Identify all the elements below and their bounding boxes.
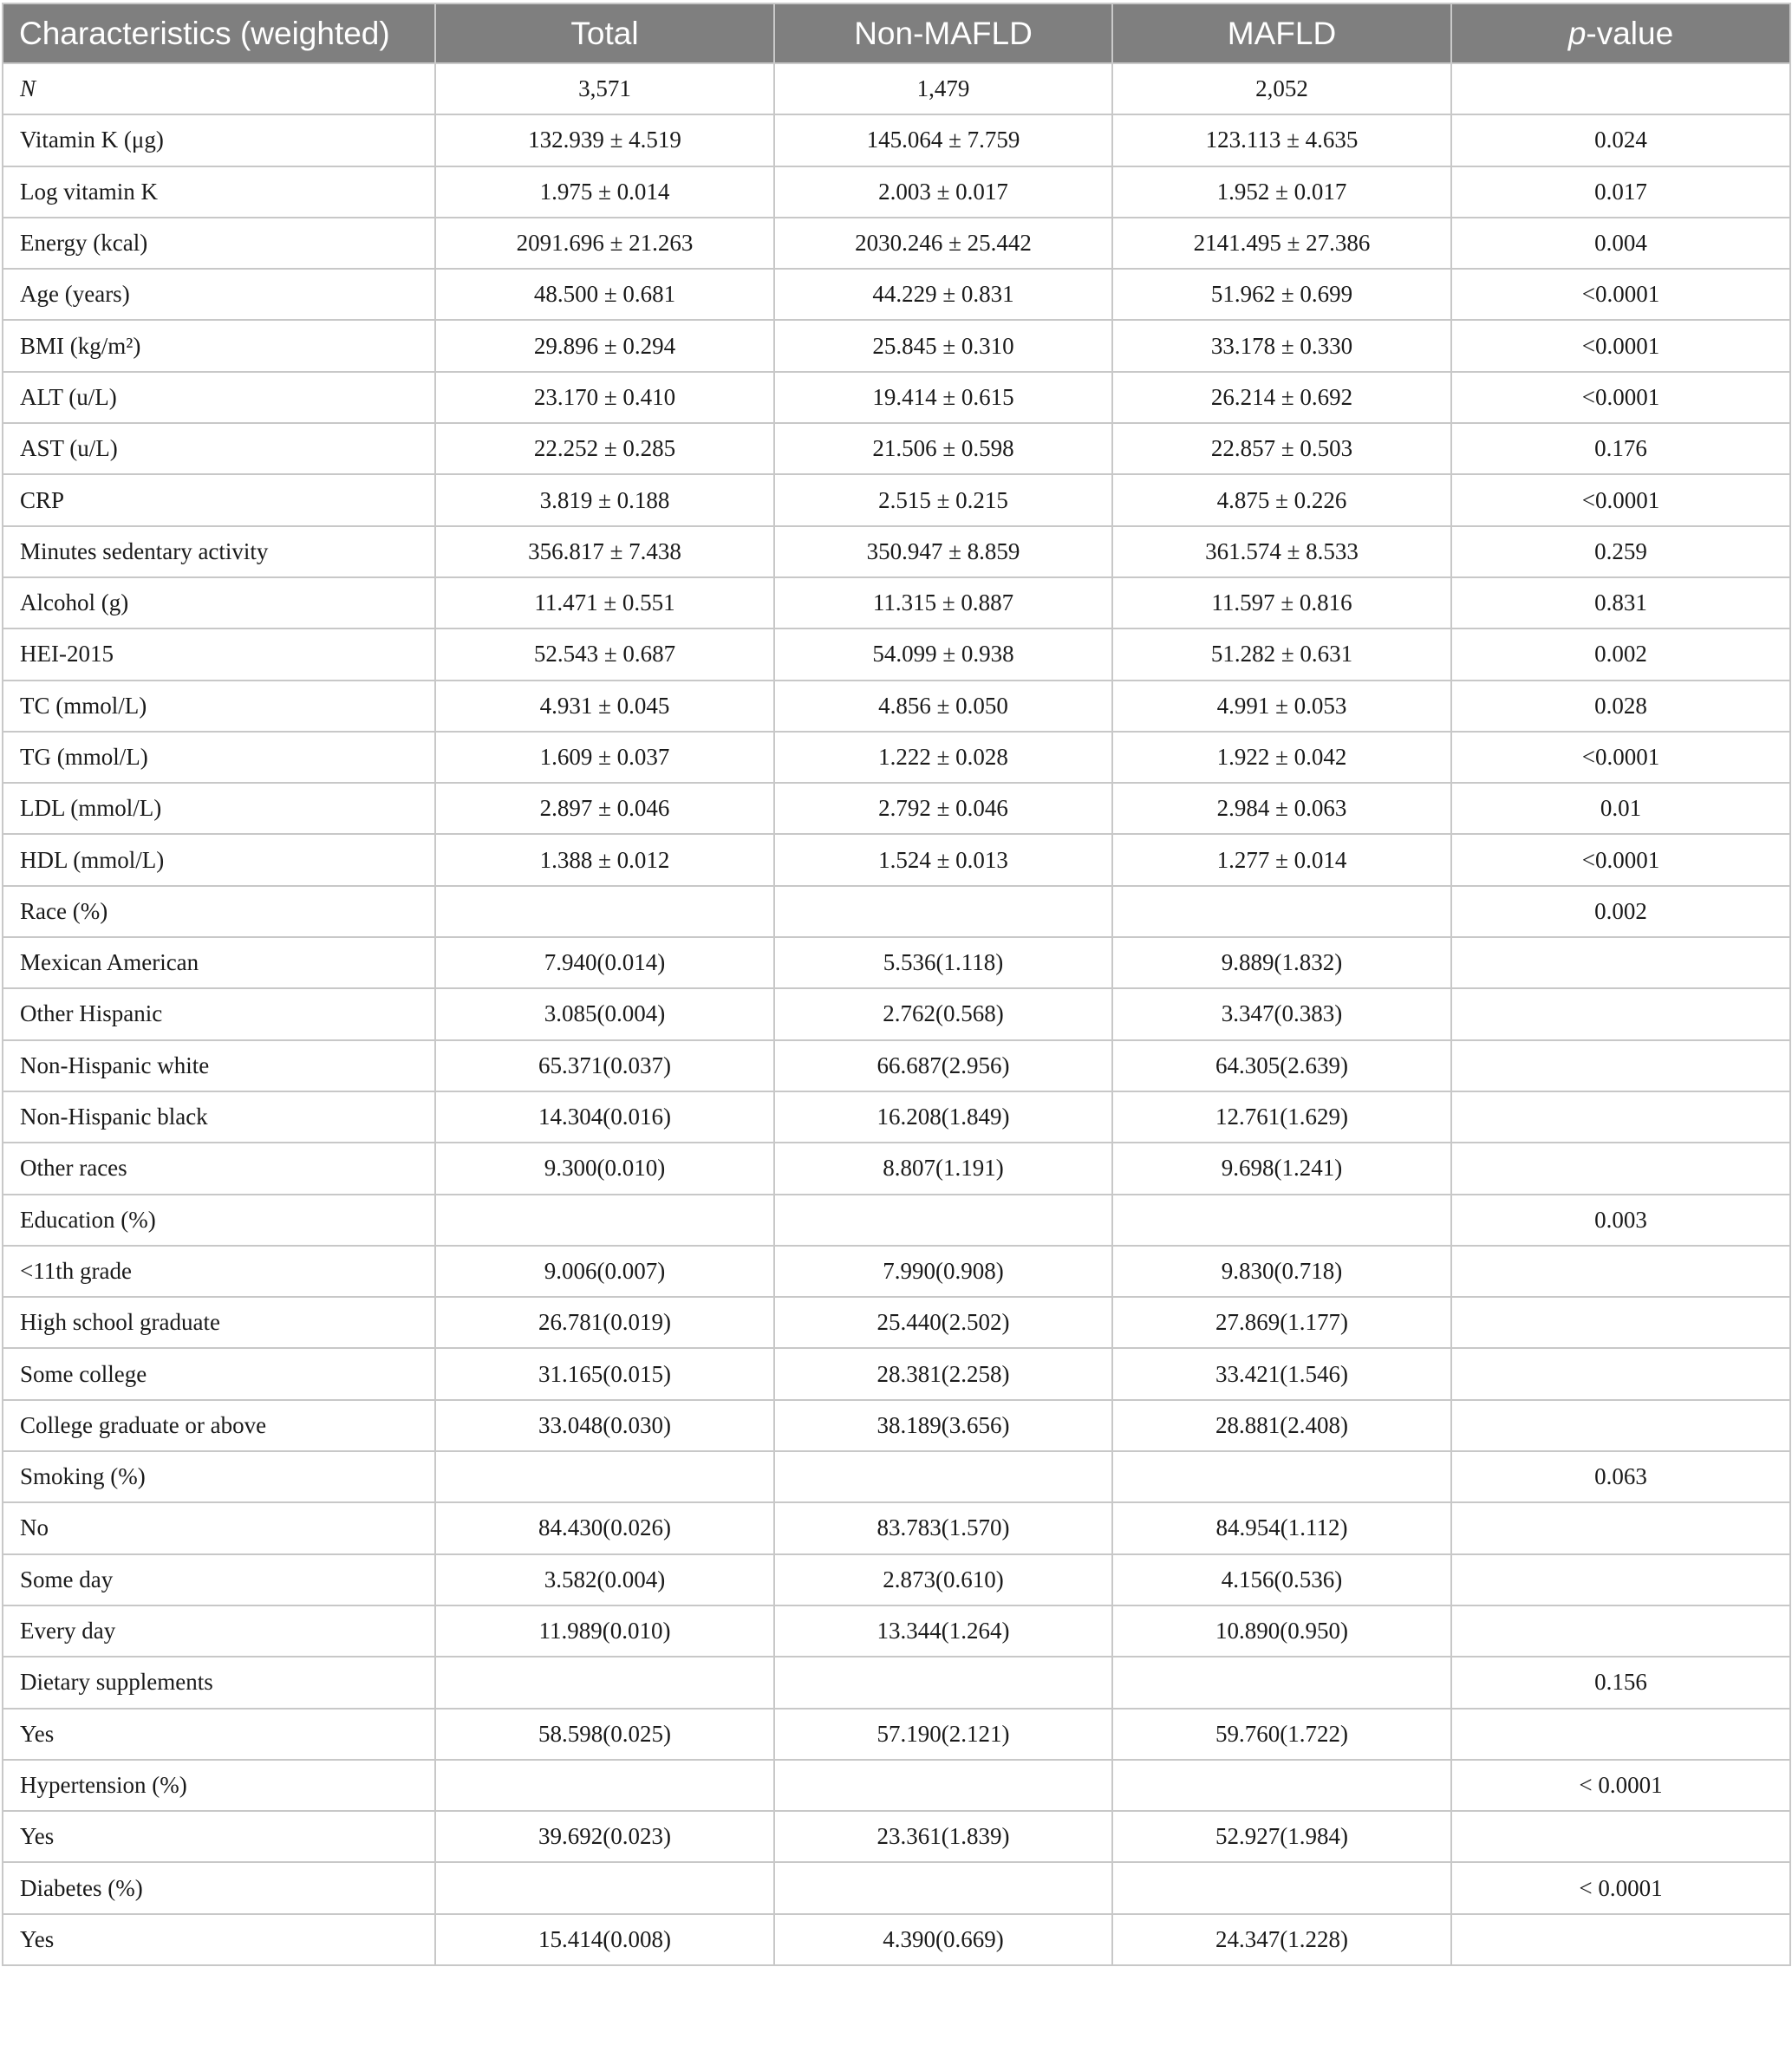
header-total: Total (435, 3, 774, 63)
cell-total: 2091.696 ± 21.263 (435, 218, 774, 269)
table-row (3, 1554, 1790, 1605)
cell-label: TG (mmol/L) (3, 732, 435, 783)
cell-non-mafld (774, 1862, 1112, 1913)
cell-p-value: 0.003 (1451, 1195, 1790, 1246)
table-row (3, 166, 1790, 218)
cell-non-mafld: 83.783(1.570) (774, 1502, 1112, 1553)
header-characteristics: Characteristics (weighted) (3, 3, 435, 63)
table-row (3, 269, 1790, 320)
cell-mafld: 26.214 ± 0.692 (1112, 372, 1451, 423)
cell-non-mafld: 2.873(0.610) (774, 1554, 1112, 1605)
cell-label: <11th grade (3, 1246, 435, 1297)
cell-total: 58.598(0.025) (435, 1709, 774, 1760)
cell-label: Race (%) (3, 886, 435, 937)
characteristics-table (2, 3, 1791, 1966)
cell-label: Other Hispanic (3, 988, 435, 1039)
cell-p-value: <0.0001 (1451, 834, 1790, 885)
table-row (3, 937, 1790, 988)
cell-label: LDL (mmol/L) (3, 783, 435, 834)
cell-label: CRP (3, 474, 435, 525)
cell-p-value: <0.0001 (1451, 372, 1790, 423)
cell-mafld: 24.347(1.228) (1112, 1914, 1451, 1965)
cell-p-value (1451, 1143, 1790, 1194)
cell-label: Non-Hispanic black (3, 1091, 435, 1143)
cell-mafld (1112, 1862, 1451, 1913)
cell-label: Energy (kcal) (3, 218, 435, 269)
cell-non-mafld: 4.390(0.669) (774, 1914, 1112, 1965)
cell-label: Dietary supplements (3, 1657, 435, 1708)
cell-mafld: 2,052 (1112, 63, 1451, 114)
cell-mafld: 10.890(0.950) (1112, 1605, 1451, 1657)
cell-p-value (1451, 1246, 1790, 1297)
cell-p-value (1451, 1040, 1790, 1091)
cell-mafld: 52.927(1.984) (1112, 1811, 1451, 1862)
table-row (3, 1502, 1790, 1553)
cell-p-value: 0.028 (1451, 681, 1790, 732)
table-header (3, 3, 1790, 63)
cell-total: 2.897 ± 0.046 (435, 783, 774, 834)
header-p-suffix: -value (1586, 15, 1674, 51)
cell-total: 7.940(0.014) (435, 937, 774, 988)
cell-label: Other races (3, 1143, 435, 1194)
cell-mafld: 59.760(1.722) (1112, 1709, 1451, 1760)
cell-non-mafld: 8.807(1.191) (774, 1143, 1112, 1194)
cell-p-value: 0.002 (1451, 628, 1790, 680)
table-row (3, 1760, 1790, 1811)
cell-total: 11.989(0.010) (435, 1605, 774, 1657)
cell-p-value: 0.01 (1451, 783, 1790, 834)
cell-non-mafld: 23.361(1.839) (774, 1811, 1112, 1862)
cell-p-value (1451, 1914, 1790, 1965)
cell-mafld: 1.922 ± 0.042 (1112, 732, 1451, 783)
cell-total: 29.896 ± 0.294 (435, 320, 774, 371)
table-row (3, 577, 1790, 628)
cell-mafld: 84.954(1.112) (1112, 1502, 1451, 1553)
cell-total: 9.006(0.007) (435, 1246, 774, 1297)
cell-label: AST (u/L) (3, 423, 435, 474)
cell-p-value: 0.024 (1451, 114, 1790, 166)
cell-non-mafld: 2.515 ± 0.215 (774, 474, 1112, 525)
cell-p-value (1451, 1811, 1790, 1862)
header-non-mafld: Non-MAFLD (774, 3, 1112, 63)
table-row (3, 1297, 1790, 1348)
cell-total: 11.471 ± 0.551 (435, 577, 774, 628)
cell-total: 356.817 ± 7.438 (435, 526, 774, 577)
table-row (3, 114, 1790, 166)
table-row (3, 1246, 1790, 1297)
cell-label: Log vitamin K (3, 166, 435, 218)
header-p-italic: p (1567, 15, 1587, 51)
cell-p-value (1451, 988, 1790, 1039)
table-row (3, 63, 1790, 114)
cell-mafld: 64.305(2.639) (1112, 1040, 1451, 1091)
cell-mafld: 51.282 ± 0.631 (1112, 628, 1451, 680)
table-row (3, 1040, 1790, 1091)
table-row (3, 1348, 1790, 1399)
table-row (3, 1862, 1790, 1913)
cell-total: 3.085(0.004) (435, 988, 774, 1039)
cell-non-mafld: 11.315 ± 0.887 (774, 577, 1112, 628)
table-row (3, 423, 1790, 474)
table-row (3, 320, 1790, 371)
cell-non-mafld: 16.208(1.849) (774, 1091, 1112, 1143)
table-row (3, 1914, 1790, 1965)
table-row (3, 834, 1790, 885)
cell-label: Yes (3, 1811, 435, 1862)
cell-non-mafld: 1.222 ± 0.028 (774, 732, 1112, 783)
cell-total: 14.304(0.016) (435, 1091, 774, 1143)
cell-total (435, 886, 774, 937)
cell-non-mafld: 21.506 ± 0.598 (774, 423, 1112, 474)
cell-label: HDL (mmol/L) (3, 834, 435, 885)
cell-non-mafld: 2.792 ± 0.046 (774, 783, 1112, 834)
cell-mafld: 2.984 ± 0.063 (1112, 783, 1451, 834)
cell-label: Yes (3, 1914, 435, 1965)
cell-non-mafld (774, 1760, 1112, 1811)
table-row (3, 1143, 1790, 1194)
cell-p-value: 0.156 (1451, 1657, 1790, 1708)
cell-p-value: <0.0001 (1451, 269, 1790, 320)
cell-label: HEI-2015 (3, 628, 435, 680)
table-row (3, 372, 1790, 423)
cell-label: Every day (3, 1605, 435, 1657)
cell-non-mafld: 4.856 ± 0.050 (774, 681, 1112, 732)
cell-mafld (1112, 886, 1451, 937)
table-row (3, 1811, 1790, 1862)
cell-mafld: 22.857 ± 0.503 (1112, 423, 1451, 474)
cell-mafld: 4.875 ± 0.226 (1112, 474, 1451, 525)
cell-mafld: 28.881(2.408) (1112, 1400, 1451, 1451)
cell-non-mafld: 1,479 (774, 63, 1112, 114)
cell-total: 33.048(0.030) (435, 1400, 774, 1451)
cell-p-value (1451, 1297, 1790, 1348)
cell-non-mafld: 5.536(1.118) (774, 937, 1112, 988)
cell-total: 3.819 ± 0.188 (435, 474, 774, 525)
cell-total: 3,571 (435, 63, 774, 114)
cell-non-mafld (774, 1451, 1112, 1502)
cell-non-mafld: 13.344(1.264) (774, 1605, 1112, 1657)
cell-non-mafld: 28.381(2.258) (774, 1348, 1112, 1399)
cell-p-value: <0.0001 (1451, 320, 1790, 371)
cell-label: ALT (u/L) (3, 372, 435, 423)
cell-mafld: 1.952 ± 0.017 (1112, 166, 1451, 218)
cell-non-mafld: 2.762(0.568) (774, 988, 1112, 1039)
cell-total (435, 1451, 774, 1502)
cell-mafld: 123.113 ± 4.635 (1112, 114, 1451, 166)
cell-non-mafld: 66.687(2.956) (774, 1040, 1112, 1091)
table-row (3, 1400, 1790, 1451)
cell-mafld (1112, 1195, 1451, 1246)
cell-label: Minutes sedentary activity (3, 526, 435, 577)
cell-p-value: 0.831 (1451, 577, 1790, 628)
table-row (3, 1091, 1790, 1143)
cell-label: Alcohol (g) (3, 577, 435, 628)
cell-total (435, 1862, 774, 1913)
cell-label: Mexican American (3, 937, 435, 988)
cell-p-value (1451, 1554, 1790, 1605)
cell-p-value: 0.004 (1451, 218, 1790, 269)
cell-label: Diabetes (%) (3, 1862, 435, 1913)
cell-mafld: 361.574 ± 8.533 (1112, 526, 1451, 577)
cell-label: Some college (3, 1348, 435, 1399)
cell-total: 1.388 ± 0.012 (435, 834, 774, 885)
cell-label: High school graduate (3, 1297, 435, 1348)
cell-label: Non-Hispanic white (3, 1040, 435, 1091)
cell-total (435, 1657, 774, 1708)
cell-p-value (1451, 1400, 1790, 1451)
table-row (3, 1657, 1790, 1708)
cell-mafld (1112, 1760, 1451, 1811)
cell-total: 48.500 ± 0.681 (435, 269, 774, 320)
cell-p-value: <0.0001 (1451, 474, 1790, 525)
cell-p-value: 0.002 (1451, 886, 1790, 937)
cell-total: 26.781(0.019) (435, 1297, 774, 1348)
cell-total: 65.371(0.037) (435, 1040, 774, 1091)
table-row (3, 988, 1790, 1039)
cell-mafld: 27.869(1.177) (1112, 1297, 1451, 1348)
table-row (3, 628, 1790, 680)
table-body (3, 63, 1790, 1965)
cell-non-mafld: 54.099 ± 0.938 (774, 628, 1112, 680)
header-p-value (1451, 3, 1790, 63)
cell-non-mafld: 2.003 ± 0.017 (774, 166, 1112, 218)
cell-total: 132.939 ± 4.519 (435, 114, 774, 166)
header-row (3, 3, 1790, 63)
cell-mafld: 4.156(0.536) (1112, 1554, 1451, 1605)
cell-p-value (1451, 1348, 1790, 1399)
cell-non-mafld: 38.189(3.656) (774, 1400, 1112, 1451)
cell-label: Vitamin K (μg) (3, 114, 435, 166)
cell-total: 1.975 ± 0.014 (435, 166, 774, 218)
cell-total: 39.692(0.023) (435, 1811, 774, 1862)
cell-mafld: 9.698(1.241) (1112, 1143, 1451, 1194)
cell-mafld: 4.991 ± 0.053 (1112, 681, 1451, 732)
cell-label: Education (%) (3, 1195, 435, 1246)
table-row (3, 783, 1790, 834)
cell-total: 9.300(0.010) (435, 1143, 774, 1194)
cell-label: College graduate or above (3, 1400, 435, 1451)
cell-mafld: 1.277 ± 0.014 (1112, 834, 1451, 885)
cell-p-value (1451, 1502, 1790, 1553)
cell-mafld: 33.178 ± 0.330 (1112, 320, 1451, 371)
cell-total: 84.430(0.026) (435, 1502, 774, 1553)
cell-p-value (1451, 1091, 1790, 1143)
cell-total: 15.414(0.008) (435, 1914, 774, 1965)
cell-non-mafld (774, 1195, 1112, 1246)
cell-mafld: 11.597 ± 0.816 (1112, 577, 1451, 628)
cell-label: No (3, 1502, 435, 1553)
cell-label: Yes (3, 1709, 435, 1760)
cell-p-value: 0.017 (1451, 166, 1790, 218)
cell-total: 23.170 ± 0.410 (435, 372, 774, 423)
cell-non-mafld: 2030.246 ± 25.442 (774, 218, 1112, 269)
cell-total (435, 1760, 774, 1811)
cell-p-value: < 0.0001 (1451, 1862, 1790, 1913)
cell-p-value: 0.176 (1451, 423, 1790, 474)
cell-p-value: <0.0001 (1451, 732, 1790, 783)
cell-non-mafld: 19.414 ± 0.615 (774, 372, 1112, 423)
cell-p-value (1451, 63, 1790, 114)
cell-mafld: 3.347(0.383) (1112, 988, 1451, 1039)
cell-label: BMI (kg/m²) (3, 320, 435, 371)
cell-total: 1.609 ± 0.037 (435, 732, 774, 783)
cell-p-value (1451, 1605, 1790, 1657)
cell-mafld (1112, 1657, 1451, 1708)
cell-non-mafld (774, 886, 1112, 937)
table-row (3, 474, 1790, 525)
cell-total: 31.165(0.015) (435, 1348, 774, 1399)
table-row (3, 886, 1790, 937)
cell-label: Some day (3, 1554, 435, 1605)
table-row (3, 1195, 1790, 1246)
table-row (3, 681, 1790, 732)
cell-mafld (1112, 1451, 1451, 1502)
cell-p-value (1451, 1709, 1790, 1760)
cell-label: Hypertension (%) (3, 1760, 435, 1811)
cell-non-mafld: 350.947 ± 8.859 (774, 526, 1112, 577)
cell-mafld: 2141.495 ± 27.386 (1112, 218, 1451, 269)
table-row (3, 1451, 1790, 1502)
cell-total: 52.543 ± 0.687 (435, 628, 774, 680)
cell-non-mafld: 25.845 ± 0.310 (774, 320, 1112, 371)
cell-p-value: 0.063 (1451, 1451, 1790, 1502)
cell-non-mafld: 25.440(2.502) (774, 1297, 1112, 1348)
cell-mafld: 9.830(0.718) (1112, 1246, 1451, 1297)
cell-mafld: 33.421(1.546) (1112, 1348, 1451, 1399)
cell-non-mafld: 7.990(0.908) (774, 1246, 1112, 1297)
cell-total: 4.931 ± 0.045 (435, 681, 774, 732)
cell-non-mafld: 44.229 ± 0.831 (774, 269, 1112, 320)
cell-label: Age (years) (3, 269, 435, 320)
table-row (3, 1605, 1790, 1657)
cell-mafld: 9.889(1.832) (1112, 937, 1451, 988)
header-mafld: MAFLD (1112, 3, 1451, 63)
table-row (3, 526, 1790, 577)
cell-label: Smoking (%) (3, 1451, 435, 1502)
cell-total (435, 1195, 774, 1246)
cell-label: N (3, 63, 435, 114)
cell-label: TC (mmol/L) (3, 681, 435, 732)
cell-total: 3.582(0.004) (435, 1554, 774, 1605)
cell-mafld: 12.761(1.629) (1112, 1091, 1451, 1143)
table-row (3, 732, 1790, 783)
cell-p-value (1451, 937, 1790, 988)
cell-p-value: < 0.0001 (1451, 1760, 1790, 1811)
table-row (3, 218, 1790, 269)
cell-non-mafld: 57.190(2.121) (774, 1709, 1112, 1760)
cell-non-mafld (774, 1657, 1112, 1708)
cell-non-mafld: 1.524 ± 0.013 (774, 834, 1112, 885)
cell-mafld: 51.962 ± 0.699 (1112, 269, 1451, 320)
cell-total: 22.252 ± 0.285 (435, 423, 774, 474)
cell-non-mafld: 145.064 ± 7.759 (774, 114, 1112, 166)
table-row (3, 1709, 1790, 1760)
cell-p-value: 0.259 (1451, 526, 1790, 577)
